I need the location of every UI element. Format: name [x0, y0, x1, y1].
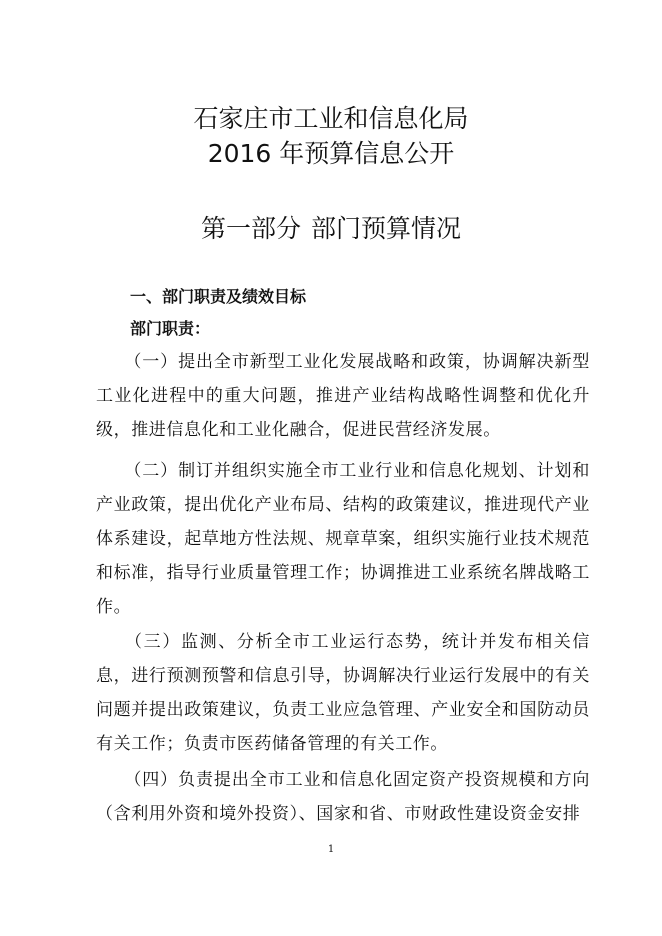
paragraph-2-text: （二）制订并组织实施全市工业行业和信息化规划、计划和产业政策，提出优化产业布局、结构的政策建议，推进现代产业体系建设，起草地方性法规、规章草案，组织实施行业技术规范和标准，指导行业质量管理工作；协调推进工业系统名牌战略工作。: [96, 461, 590, 617]
paragraph-1-text: （一）提出全市新型工业化发展战略和政策，协调解决新型工业化进程中的重大问题，推进产业结构战略性调整和优化升级，推进信息化和工业化融合，促进民营经济发展。: [96, 352, 590, 440]
page-number: 1: [327, 844, 335, 855]
document-title-line-1: 石家庄市工业和信息化局: [193, 104, 469, 133]
paragraph-2: [96, 454, 590, 624]
subheading-responsibilities: 部门职责：: [130, 319, 211, 338]
section-heading: 一、部门职责及绩效目标: [130, 287, 307, 306]
paragraph-3-text: （三）监测、分析全市工业运行态势，统计并发布相关信息，进行预测预警和信息引导，协调解决行业运行发展中的有关问题并提出政策建议，负责工业应急管理、产业安全和国防动员有关工作；负责市医药储备管理的有关工作。: [96, 632, 590, 754]
part-heading: [0, 214, 662, 244]
document-title-line-2: 2016 年预算信息公开: [207, 139, 455, 168]
paragraph-4: [96, 763, 590, 831]
part-heading-title: 部门预算情况: [311, 214, 462, 243]
paragraph-4-text: （四）负责提出全市工业和信息化固定资产投资规模和方向（含利用外资和境外投资）、国家和省、市财政性建设资金安排: [96, 770, 590, 824]
part-heading-number: 第一部分: [200, 214, 301, 243]
paragraph-1: [96, 345, 590, 447]
paragraph-3: [96, 625, 590, 761]
